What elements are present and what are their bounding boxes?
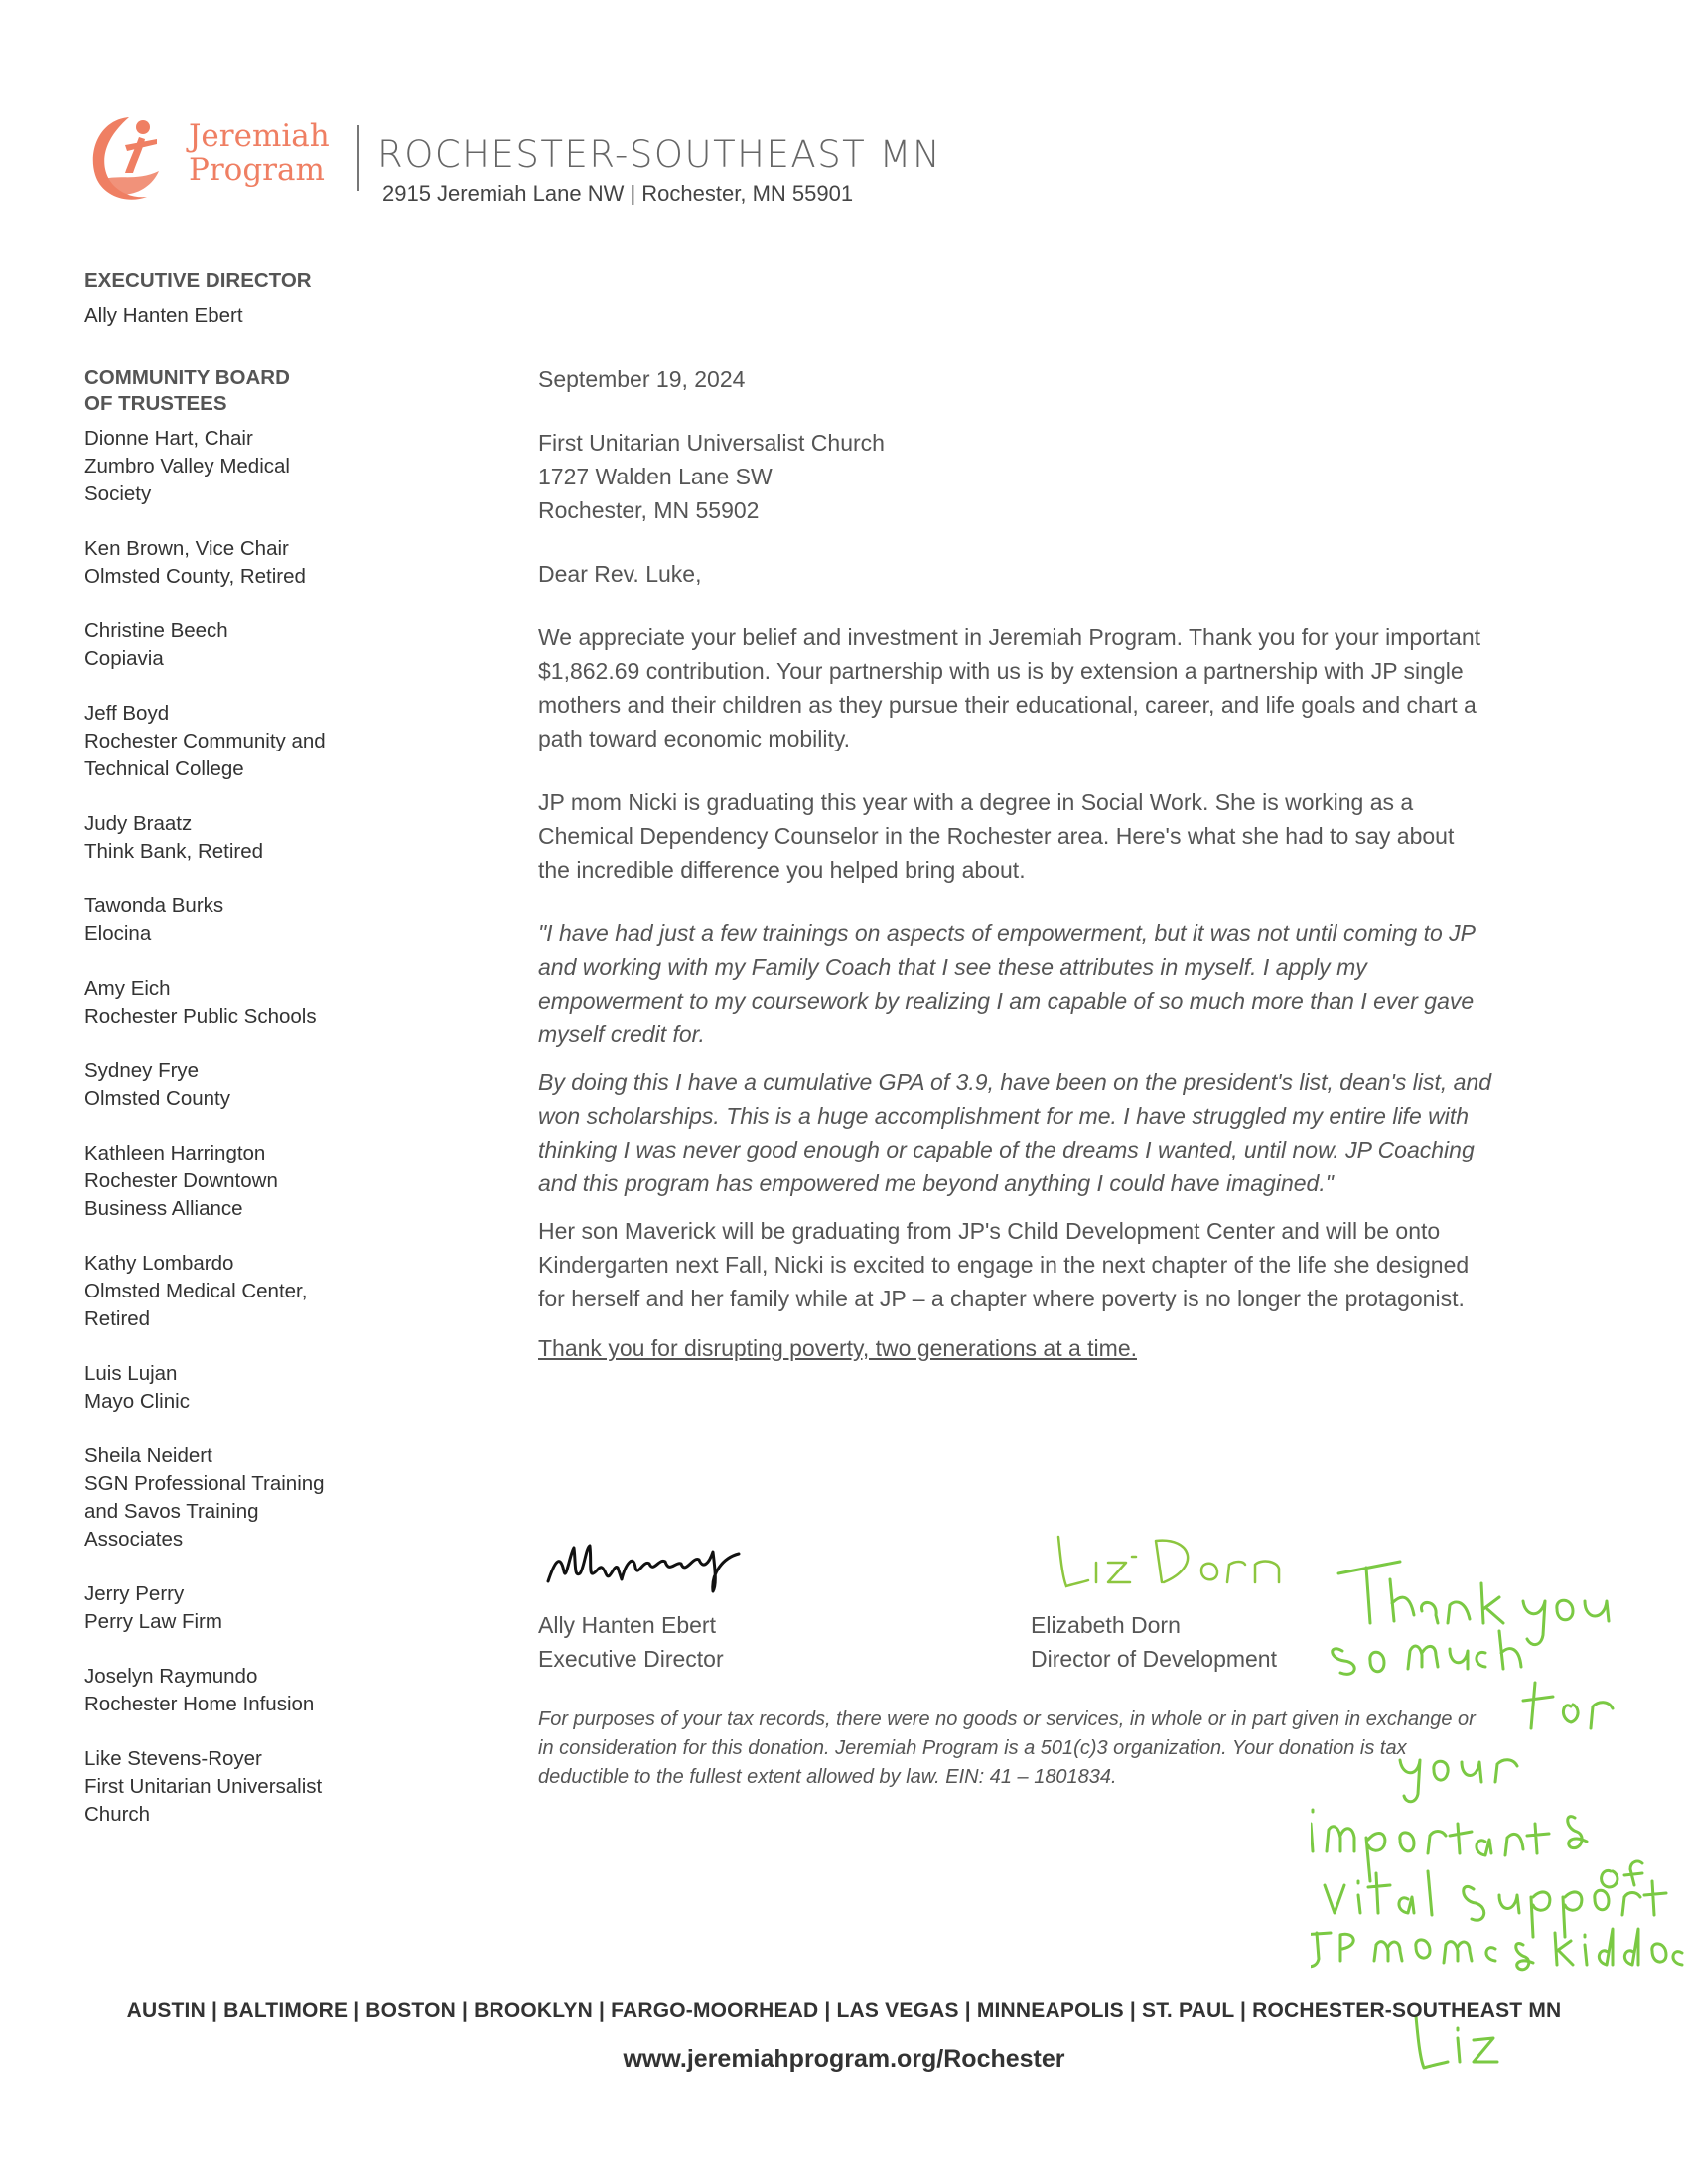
trustee-affiliation: Think Bank, Retired: [84, 840, 264, 863]
signer-name: Elizabeth Dorn: [1031, 1612, 1181, 1638]
trustee-affiliation: Rochester Community and: [84, 730, 326, 752]
trustee-name: Amy Eich: [84, 977, 171, 1000]
trustee-affiliation-cont: Society: [84, 482, 152, 505]
trustee-affiliation: Rochester Home Infusion: [84, 1693, 315, 1715]
trustee-entry: [84, 1250, 372, 1333]
tax-disclaimer: For purposes of your tax records, there were no goods or services, in whole or in part given in exchange or in consideration for this donation. Jeremiah Program is a 501(c)3 organization. Your donation is tax deductible to the fullest extent allowed by law. EIN: 41 – 1801834.: [538, 1708, 1476, 1788]
paragraph-3: Her son Maverick will be graduating from JP's Child Development Center and will be onto Kindergarten next Fall, Nicki is excited to engage in the next chapter of the life she designed for herself and her family while at JP – a chapter where poverty is no longer the protagonist.: [538, 1218, 1470, 1311]
letter-body: [538, 362, 1491, 1395]
recipient-line-3: Rochester, MN 55902: [538, 497, 760, 523]
trustee-name: Judy Braatz: [84, 812, 193, 835]
trustee-name: Jeff Boyd: [84, 702, 170, 725]
trustee-name: Kathy Lombardo: [84, 1252, 234, 1275]
signer-title: Executive Director: [538, 1646, 724, 1672]
recipient-line-2: 1727 Walden Lane SW: [538, 464, 773, 489]
trustee-entry: [84, 810, 372, 866]
recipient-address: [538, 426, 1491, 527]
signature-block-ally: [538, 1608, 935, 1676]
trustee-affiliation: Zumbro Valley Medical: [84, 455, 290, 478]
trustee-affiliation: Perry Law Firm: [84, 1610, 222, 1633]
trustee-entry: [84, 425, 372, 508]
trustee-name: Dionne Hart, Chair: [84, 427, 253, 450]
footer-website-link[interactable]: www.jeremiahprogram.org/Rochester: [623, 2045, 1065, 2073]
trustee-name: Sydney Frye: [84, 1059, 200, 1082]
org-region-title: ROCHESTER-SOUTHEAST MN: [377, 133, 942, 176]
trustee-name: Joselyn Raymundo: [84, 1665, 258, 1688]
trustee-name: Ken Brown, Vice Chair: [84, 537, 289, 560]
trustee-affiliation: First Unitarian Universalist: [84, 1775, 323, 1798]
trustee-entry: [84, 1140, 372, 1223]
trustee-affiliation-cont: Technical College: [84, 757, 244, 780]
trustee-name: Christine Beech: [84, 619, 228, 642]
trustees-heading-line-1: COMMUNITY BOARD: [84, 366, 290, 389]
footer-cities: AUSTIN | BALTIMORE | BOSTON | BROOKLYN | FARGO-MOORHEAD | LAS VEGAS | MINNEAPOLIS | ST. PAUL | ROCHESTER-SOUTHEAST MN: [126, 1999, 1562, 2022]
recipient-line-1: First Unitarian Universalist Church: [538, 430, 885, 456]
sidebar-board-list: [84, 268, 372, 1855]
quote-paragraph-2: By doing this I have a cumulative GPA of 3.9, have been on the president's list, dean's list, and won scholarships. This is a huge accomplishment for me. I have struggled my entire life with thinking I was never good enough or capable of the dreams I wanted, until now. JP Coaching and this program has empowered me beyond anything I could have imagined.": [538, 1069, 1492, 1196]
trustee-name: Kathleen Harrington: [84, 1142, 266, 1164]
trustee-name: Tawonda Burks: [84, 894, 224, 917]
trustee-affiliation: Olmsted Medical Center,: [84, 1280, 308, 1302]
trustee-affiliation: Copiavia: [84, 647, 164, 670]
salutation: Dear Rev. Luke,: [538, 561, 702, 587]
trustee-entry: [84, 617, 372, 673]
trustee-entry: [84, 1057, 372, 1113]
ally-signature: [544, 1534, 773, 1593]
jeremiah-program-logo-icon: [81, 109, 176, 208]
trustee-affiliation-cont: Business Alliance: [84, 1197, 243, 1220]
trustee-affiliation-cont: Church: [84, 1803, 151, 1826]
signer-name: Ally Hanten Ebert: [538, 1612, 716, 1638]
signature-block-liz: [1031, 1608, 1348, 1676]
trustee-affiliation: Elocina: [84, 922, 152, 945]
trustee-affiliation: Olmsted County, Retired: [84, 565, 306, 588]
trustee-entry: [84, 1442, 372, 1554]
trustee-affiliation: SGN Professional Training: [84, 1472, 325, 1495]
trustee-affiliation-cont: and Savos Training: [84, 1500, 259, 1523]
handwritten-thank-you-note: [1311, 1544, 1688, 2110]
trustee-name: Sheila Neidert: [84, 1444, 212, 1467]
trustee-name: Jerry Perry: [84, 1582, 185, 1605]
trustee-entry: [84, 1663, 372, 1718]
trustee-entry: [84, 1580, 372, 1636]
paragraph-1: We appreciate your belief and investment in Jeremiah Program. Thank you for your important $1,862.69 contribution. Your partnership with us is by extension a partnership with JP single mothers and their children as they pursue their educational, career, and life goals and chart a path toward economic mobility.: [538, 624, 1481, 751]
trustee-entry: [84, 700, 372, 783]
trustee-entry: [84, 1360, 372, 1416]
executive-director-name: Ally Hanten Ebert: [84, 304, 243, 327]
trustees-heading-line-2: OF TRUSTEES: [84, 392, 227, 415]
org-address: 2915 Jeremiah Lane NW | Rochester, MN 55901: [382, 181, 854, 205]
executive-director-heading: EXECUTIVE DIRECTOR: [84, 269, 312, 292]
trustee-entry: [84, 1745, 372, 1829]
trustee-affiliation-cont: Retired: [84, 1307, 151, 1330]
trustee-affiliation: Mayo Clinic: [84, 1390, 190, 1413]
liz-signature: [1053, 1527, 1301, 1596]
trustee-entry: [84, 892, 372, 948]
closing-line: Thank you for disrupting poverty, two generations at a time.: [538, 1335, 1137, 1361]
logo-wordmark: [189, 119, 330, 187]
logo-line-2: Program: [189, 152, 325, 188]
trustee-affiliation: Rochester Downtown: [84, 1169, 278, 1192]
trustee-name: Luis Lujan: [84, 1362, 178, 1385]
trustee-affiliation-cont: Associates: [84, 1528, 184, 1551]
trustee-name: Like Stevens-Royer: [84, 1747, 262, 1770]
logo-line-1: Jeremiah: [189, 118, 330, 154]
signer-title: Director of Development: [1031, 1646, 1277, 1672]
letter-date: September 19, 2024: [538, 366, 746, 392]
header-divider: [357, 125, 359, 191]
trustee-affiliation: Rochester Public Schools: [84, 1005, 317, 1027]
paragraph-2: JP mom Nicki is graduating this year with a degree in Social Work. She is working as a Chemical Dependency Counselor in the Rochester area. Here's what she had to say about the incredible difference you helped bring about.: [538, 789, 1455, 883]
trustee-affiliation: Olmsted County: [84, 1087, 230, 1110]
trustee-entry: [84, 535, 372, 591]
trustee-entry: [84, 975, 372, 1030]
quote-paragraph-1: "I have had just a few trainings on aspects of empowerment, but it was not until coming to JP and working with my Family Coach that I see these attributes in myself. I apply my empowerment to my coursework by realizing I am capable of so much more than I ever gave myself credit for.: [538, 920, 1476, 1047]
